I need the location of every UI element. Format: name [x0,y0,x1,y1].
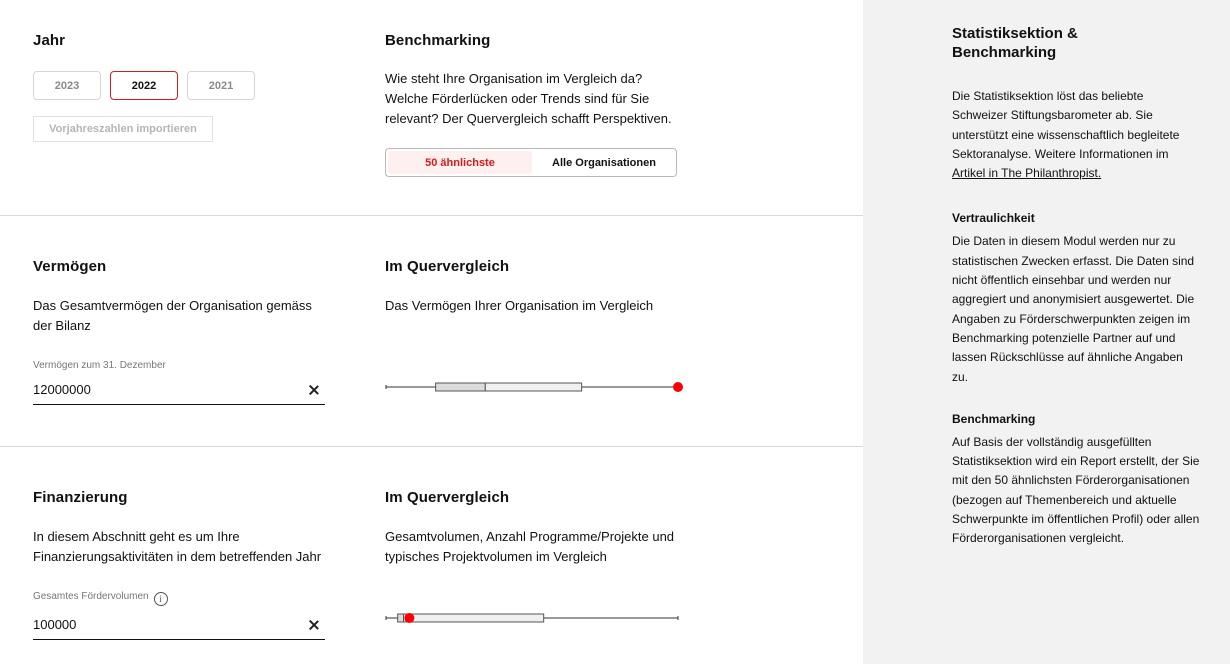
sidebar-title: Statistiksektion & Benchmarking [952,25,1078,61]
financing-field-label-row [33,591,325,606]
sidebar-intro-text: Die Statistiksektion löst das beliebte Schweizer Stiftungsbarometer ab. Sie unterstützt eine wissenschaftlich begleitete Sektoranalyse. Weitere Informationen im [952,89,1180,161]
assets-boxplot [383,377,683,397]
import-previous-year-button[interactable]: Vorjahreszahlen importieren [33,116,213,142]
financing-description: In diesem Abschnitt geht es um Ihre Finanzierungsaktivitäten in dem betreffenden Jahr [33,529,322,564]
box-lower-half [436,383,486,391]
benchmarking-heading: Benchmarking [385,32,491,49]
toggle-50-similar[interactable]: 50 ähnlichste [388,151,532,174]
close-icon[interactable] [307,383,321,397]
philanthropist-article-link[interactable]: Artikel in The Philanthropist. [952,166,1102,181]
own-value-marker [673,382,683,392]
box-upper-half [404,614,544,622]
year-selector [33,71,255,100]
assets-section [0,216,863,447]
confidentiality-heading: Vertraulichkeit [952,211,1035,226]
confidentiality-text: Die Daten in diesem Modul werden nur zu statistischen Zwecken erfasst. Die Daten sind nicht öffentlich einsehbar und werden nur aggregiert und anonymisiert ausgewertet. Die Angaben zu Förderschwerpunkten zeigen im Benchmarking potenzielle Partner auf und lassen Rückschlüsse auf ähnliche Angaben zu. [952,234,1195,384]
box-lower-half [398,614,404,622]
assets-field [33,360,325,405]
box-upper-half [485,383,581,391]
assets-field-label: Vermögen zum 31. Dezember [33,360,166,371]
financing-field [33,591,325,640]
assets-heading: Vermögen [33,258,107,275]
financing-input[interactable]: 100000 [33,617,77,632]
sidebar-benchmarking-text: Auf Basis der vollständig ausgefüllten Statistiksektion wird ein Report erstellt, der Sie mit den 50 ähnlichsten Förderorganisationen (bezogen auf Themenbereich und aktuelle Schwerpunkte im öffentlichen Profil) oder allen Förderorganisationen vergleicht. [952,434,1200,546]
financing-field-label: Gesamtes Fördervolumen [33,591,149,602]
financing-heading: Finanzierung [33,489,128,506]
year-button-2022[interactable]: 2022 [110,71,178,100]
assets-input[interactable]: 12000000 [33,382,91,397]
sidebar-benchmarking-heading: Benchmarking [952,411,1036,426]
assets-compare-heading: Im Quervergleich [385,258,510,275]
financing-compare-heading: Im Quervergleich [385,489,510,506]
sidebar-intro [952,87,1200,183]
benchmarking-description: Wie steht Ihre Organisation im Vergleich da? Welche Förderlücken oder Trends sind für Sie relevant? Der Quervergleich schafft Perspektiven. [385,71,672,126]
own-value-marker [404,613,414,623]
info-icon[interactable]: i [154,592,168,606]
financing-compare-description: Gesamtvolumen, Anzahl Programme/Projekte und typisches Projektvolumen im Vergleich [385,529,675,564]
year-button-2023[interactable]: 2023 [33,71,101,100]
info-sidebar [863,0,1230,664]
toggle-all-organisations[interactable]: Alle Organisationen [552,156,656,169]
financing-section [0,447,863,664]
financing-input-row [33,610,325,640]
assets-description: Das Gesamtvermögen der Organisation gemäss der Bilanz [33,298,312,333]
year-button-2021[interactable]: 2021 [187,71,255,100]
year-heading: Jahr [33,32,66,49]
financing-boxplot [383,608,683,628]
assets-compare-description: Das Vermögen Ihrer Organisation im Vergleich [385,298,654,313]
assets-input-row [33,375,325,405]
comparison-toggle [385,148,677,177]
close-icon[interactable] [307,618,321,632]
year-section [0,0,863,216]
